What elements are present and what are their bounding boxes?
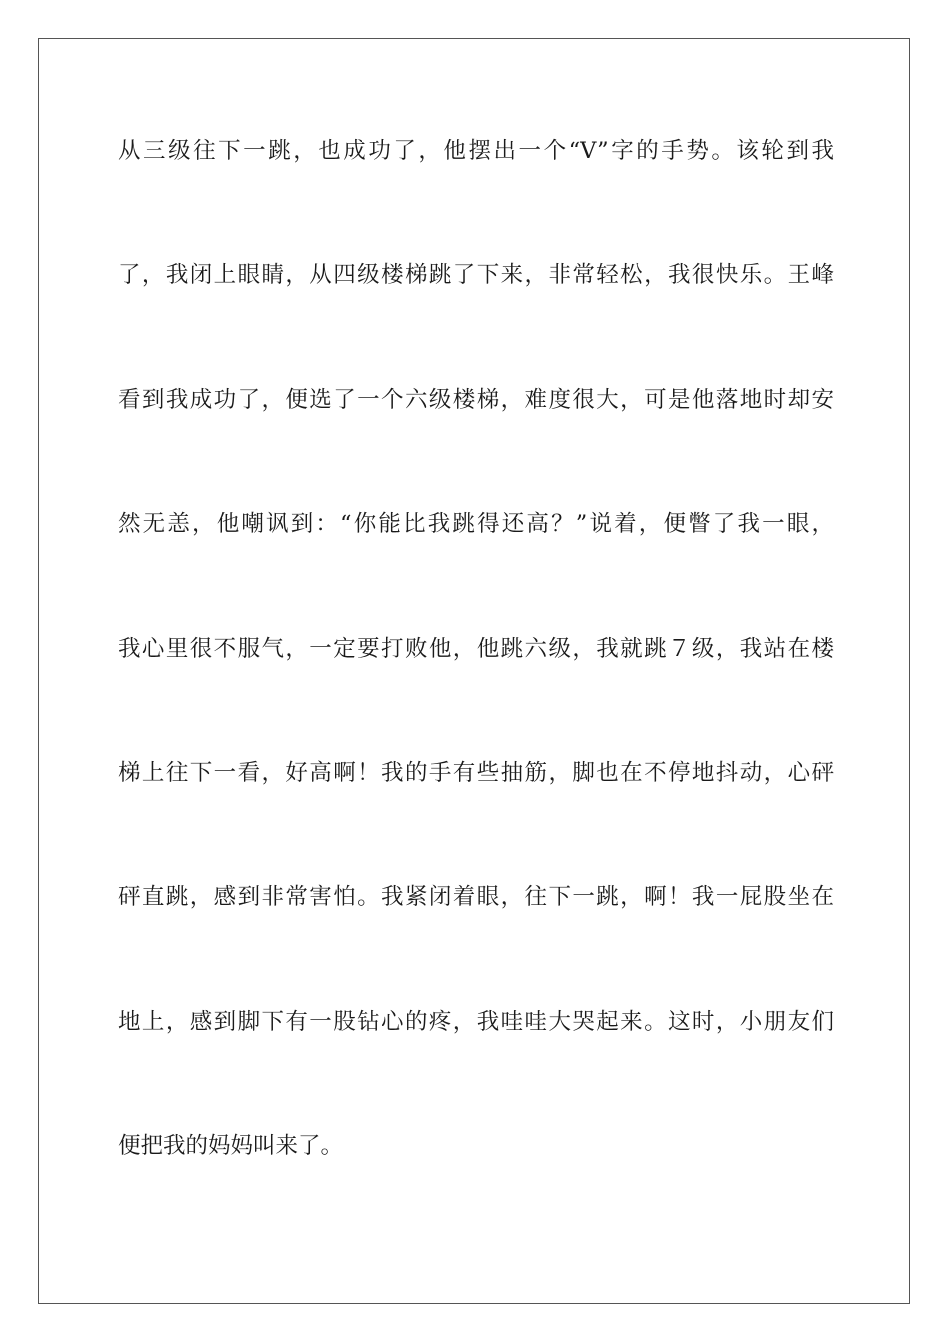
text-line: 砰直跳，感到非常害怕。我紧闭着眼，往下一跳，啊！我一屁股坐在 (118, 884, 834, 911)
text-line: 了，我闭上眼睛，从四级楼梯跳了下来，非常轻松，我很快乐。王峰 (118, 262, 834, 289)
text-line: 然无恙，他嘲讽到：“你能比我跳得还高？”说着，便瞥了我一眼， (118, 511, 834, 538)
document-body (118, 125, 834, 1245)
text-line: 从三级往下一跳，也成功了，他摆出一个“V”字的手势。该轮到我 (118, 138, 834, 164)
text-line: 梯上往下一看，好高啊！我的手有些抽筋，脚也在不停地抖动，心砰 (118, 759, 834, 786)
text-line: 我心里很不服气，一定要打败他，他跳六级，我就跳７级，我站在楼 (118, 635, 834, 662)
text-line: 地上，感到脚下有一股钻心的疼，我哇哇大哭起来。这时，小朋友们 (118, 1008, 834, 1035)
text-line: 便把我的妈妈叫来了。 (118, 1133, 344, 1160)
text-line: 看到我成功了，便选了一个六级楼梯，难度很大，可是他落地时却安 (118, 386, 834, 413)
